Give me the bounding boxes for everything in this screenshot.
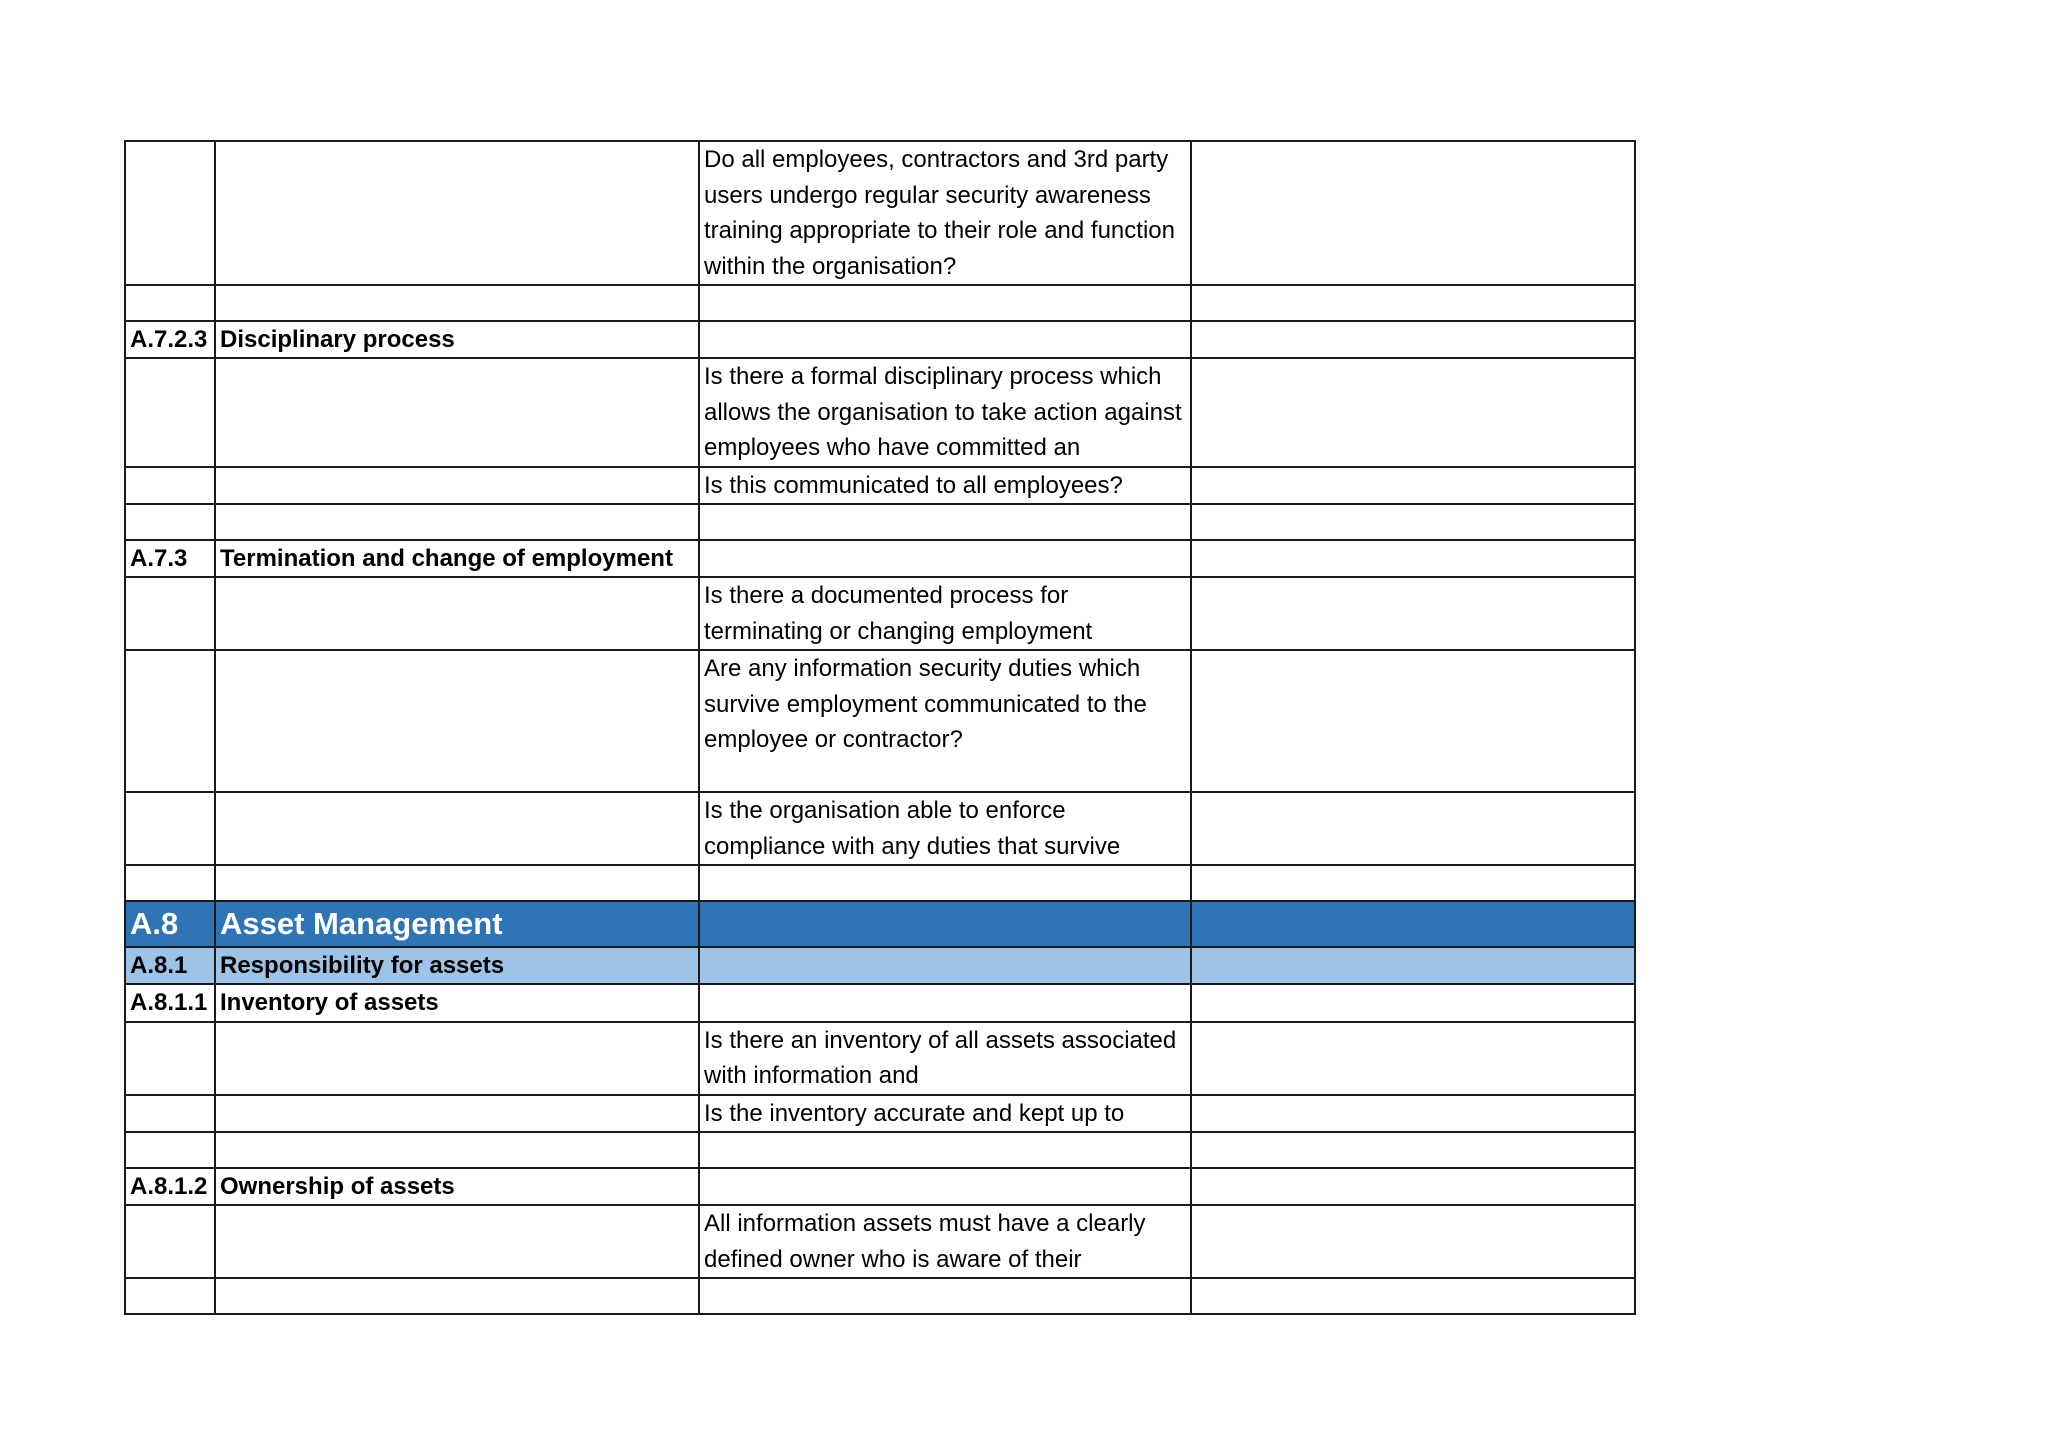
response-cell[interactable]: [1191, 947, 1635, 985]
ref-cell: [125, 1278, 215, 1314]
table-row: [125, 467, 1635, 505]
table-row: [125, 1022, 1635, 1095]
title-cell: [215, 358, 699, 467]
title-cell: Disciplinary process: [215, 321, 699, 359]
question-cell: All information assets must have a clearly defined owner who is aware of their: [699, 1205, 1191, 1278]
response-cell[interactable]: [1191, 1278, 1635, 1314]
table-row: [125, 650, 1635, 792]
title-cell: [215, 1132, 699, 1168]
table-row: [125, 321, 1635, 359]
ref-cell: [125, 504, 215, 540]
title-cell: [215, 285, 699, 321]
title-cell: Responsibility for assets: [215, 947, 699, 985]
question-cell: [699, 540, 1191, 578]
question-cell: Do all employees, contractors and 3rd party users undergo regular security awareness training appropriate to their role and function within the organisation?: [699, 141, 1191, 285]
response-cell[interactable]: [1191, 1205, 1635, 1278]
table-row: [125, 984, 1635, 1022]
response-cell[interactable]: [1191, 865, 1635, 901]
checklist-rows: [125, 141, 1635, 1314]
table-row: [125, 285, 1635, 321]
title-cell: [215, 1095, 699, 1133]
ref-cell: [125, 650, 215, 792]
title-cell: [215, 792, 699, 865]
ref-cell: A.8: [125, 901, 215, 947]
ref-cell: [125, 141, 215, 285]
response-cell[interactable]: [1191, 1022, 1635, 1095]
table-row: [125, 1278, 1635, 1314]
question-cell: [699, 901, 1191, 947]
ref-cell: A.8.1.2: [125, 1168, 215, 1206]
ref-cell: A.8.1.1: [125, 984, 215, 1022]
question-cell: Is there a formal disciplinary process which allows the organisation to take action against employees who have committed an: [699, 358, 1191, 467]
table-row: [125, 577, 1635, 650]
ref-cell: [125, 1095, 215, 1133]
question-cell: [699, 504, 1191, 540]
ref-cell: [125, 1132, 215, 1168]
title-cell: [215, 467, 699, 505]
ref-cell: [125, 358, 215, 467]
response-cell[interactable]: [1191, 1132, 1635, 1168]
title-cell: Ownership of assets: [215, 1168, 699, 1206]
title-cell: [215, 504, 699, 540]
question-cell: Is the inventory accurate and kept up to: [699, 1095, 1191, 1133]
response-cell[interactable]: [1191, 321, 1635, 359]
response-cell[interactable]: [1191, 650, 1635, 792]
table-row: [125, 1168, 1635, 1206]
table-row: [125, 358, 1635, 467]
table-row: [125, 865, 1635, 901]
question-cell: [699, 865, 1191, 901]
question-cell: Is this communicated to all employees?: [699, 467, 1191, 505]
table-row: [125, 1132, 1635, 1168]
checklist-table: [124, 140, 1636, 1315]
ref-cell: A.7.2.3: [125, 321, 215, 359]
response-cell[interactable]: [1191, 901, 1635, 947]
response-cell[interactable]: [1191, 577, 1635, 650]
ref-cell: [125, 1205, 215, 1278]
table-row: [125, 504, 1635, 540]
response-cell[interactable]: [1191, 467, 1635, 505]
response-cell[interactable]: [1191, 358, 1635, 467]
title-cell: [215, 650, 699, 792]
table-row: [125, 1095, 1635, 1133]
title-cell: Inventory of assets: [215, 984, 699, 1022]
question-cell: [699, 321, 1191, 359]
table-row: [125, 540, 1635, 578]
ref-cell: [125, 577, 215, 650]
table-row: [125, 141, 1635, 285]
ref-cell: [125, 1022, 215, 1095]
ref-cell: [125, 792, 215, 865]
response-cell[interactable]: [1191, 285, 1635, 321]
response-cell[interactable]: [1191, 540, 1635, 578]
title-cell: [215, 577, 699, 650]
question-cell: [699, 285, 1191, 321]
ref-cell: [125, 865, 215, 901]
question-cell: Is the organisation able to enforce compliance with any duties that survive: [699, 792, 1191, 865]
ref-cell: A.8.1: [125, 947, 215, 985]
question-cell: Is there an inventory of all assets associated with information and: [699, 1022, 1191, 1095]
ref-cell: [125, 285, 215, 321]
question-cell: [699, 1132, 1191, 1168]
question-cell: [699, 1168, 1191, 1206]
question-cell: [699, 984, 1191, 1022]
ref-cell: [125, 467, 215, 505]
response-cell[interactable]: [1191, 792, 1635, 865]
table-row: [125, 901, 1635, 947]
response-cell[interactable]: [1191, 1095, 1635, 1133]
question-cell: [699, 947, 1191, 985]
title-cell: [215, 141, 699, 285]
question-cell: Is there a documented process for terminating or changing employment: [699, 577, 1191, 650]
question-cell: Are any information security duties which survive employment communicated to the employee or contractor?: [699, 650, 1191, 792]
title-cell: [215, 1205, 699, 1278]
ref-cell: A.7.3: [125, 540, 215, 578]
response-cell[interactable]: [1191, 984, 1635, 1022]
response-cell[interactable]: [1191, 141, 1635, 285]
response-cell[interactable]: [1191, 1168, 1635, 1206]
title-cell: Termination and change of employment: [215, 540, 699, 578]
title-cell: [215, 1278, 699, 1314]
response-cell[interactable]: [1191, 504, 1635, 540]
question-cell: [699, 1278, 1191, 1314]
table-row: [125, 792, 1635, 865]
table-row: [125, 1205, 1635, 1278]
title-cell: [215, 865, 699, 901]
title-cell: Asset Management: [215, 901, 699, 947]
table-row: [125, 947, 1635, 985]
title-cell: [215, 1022, 699, 1095]
